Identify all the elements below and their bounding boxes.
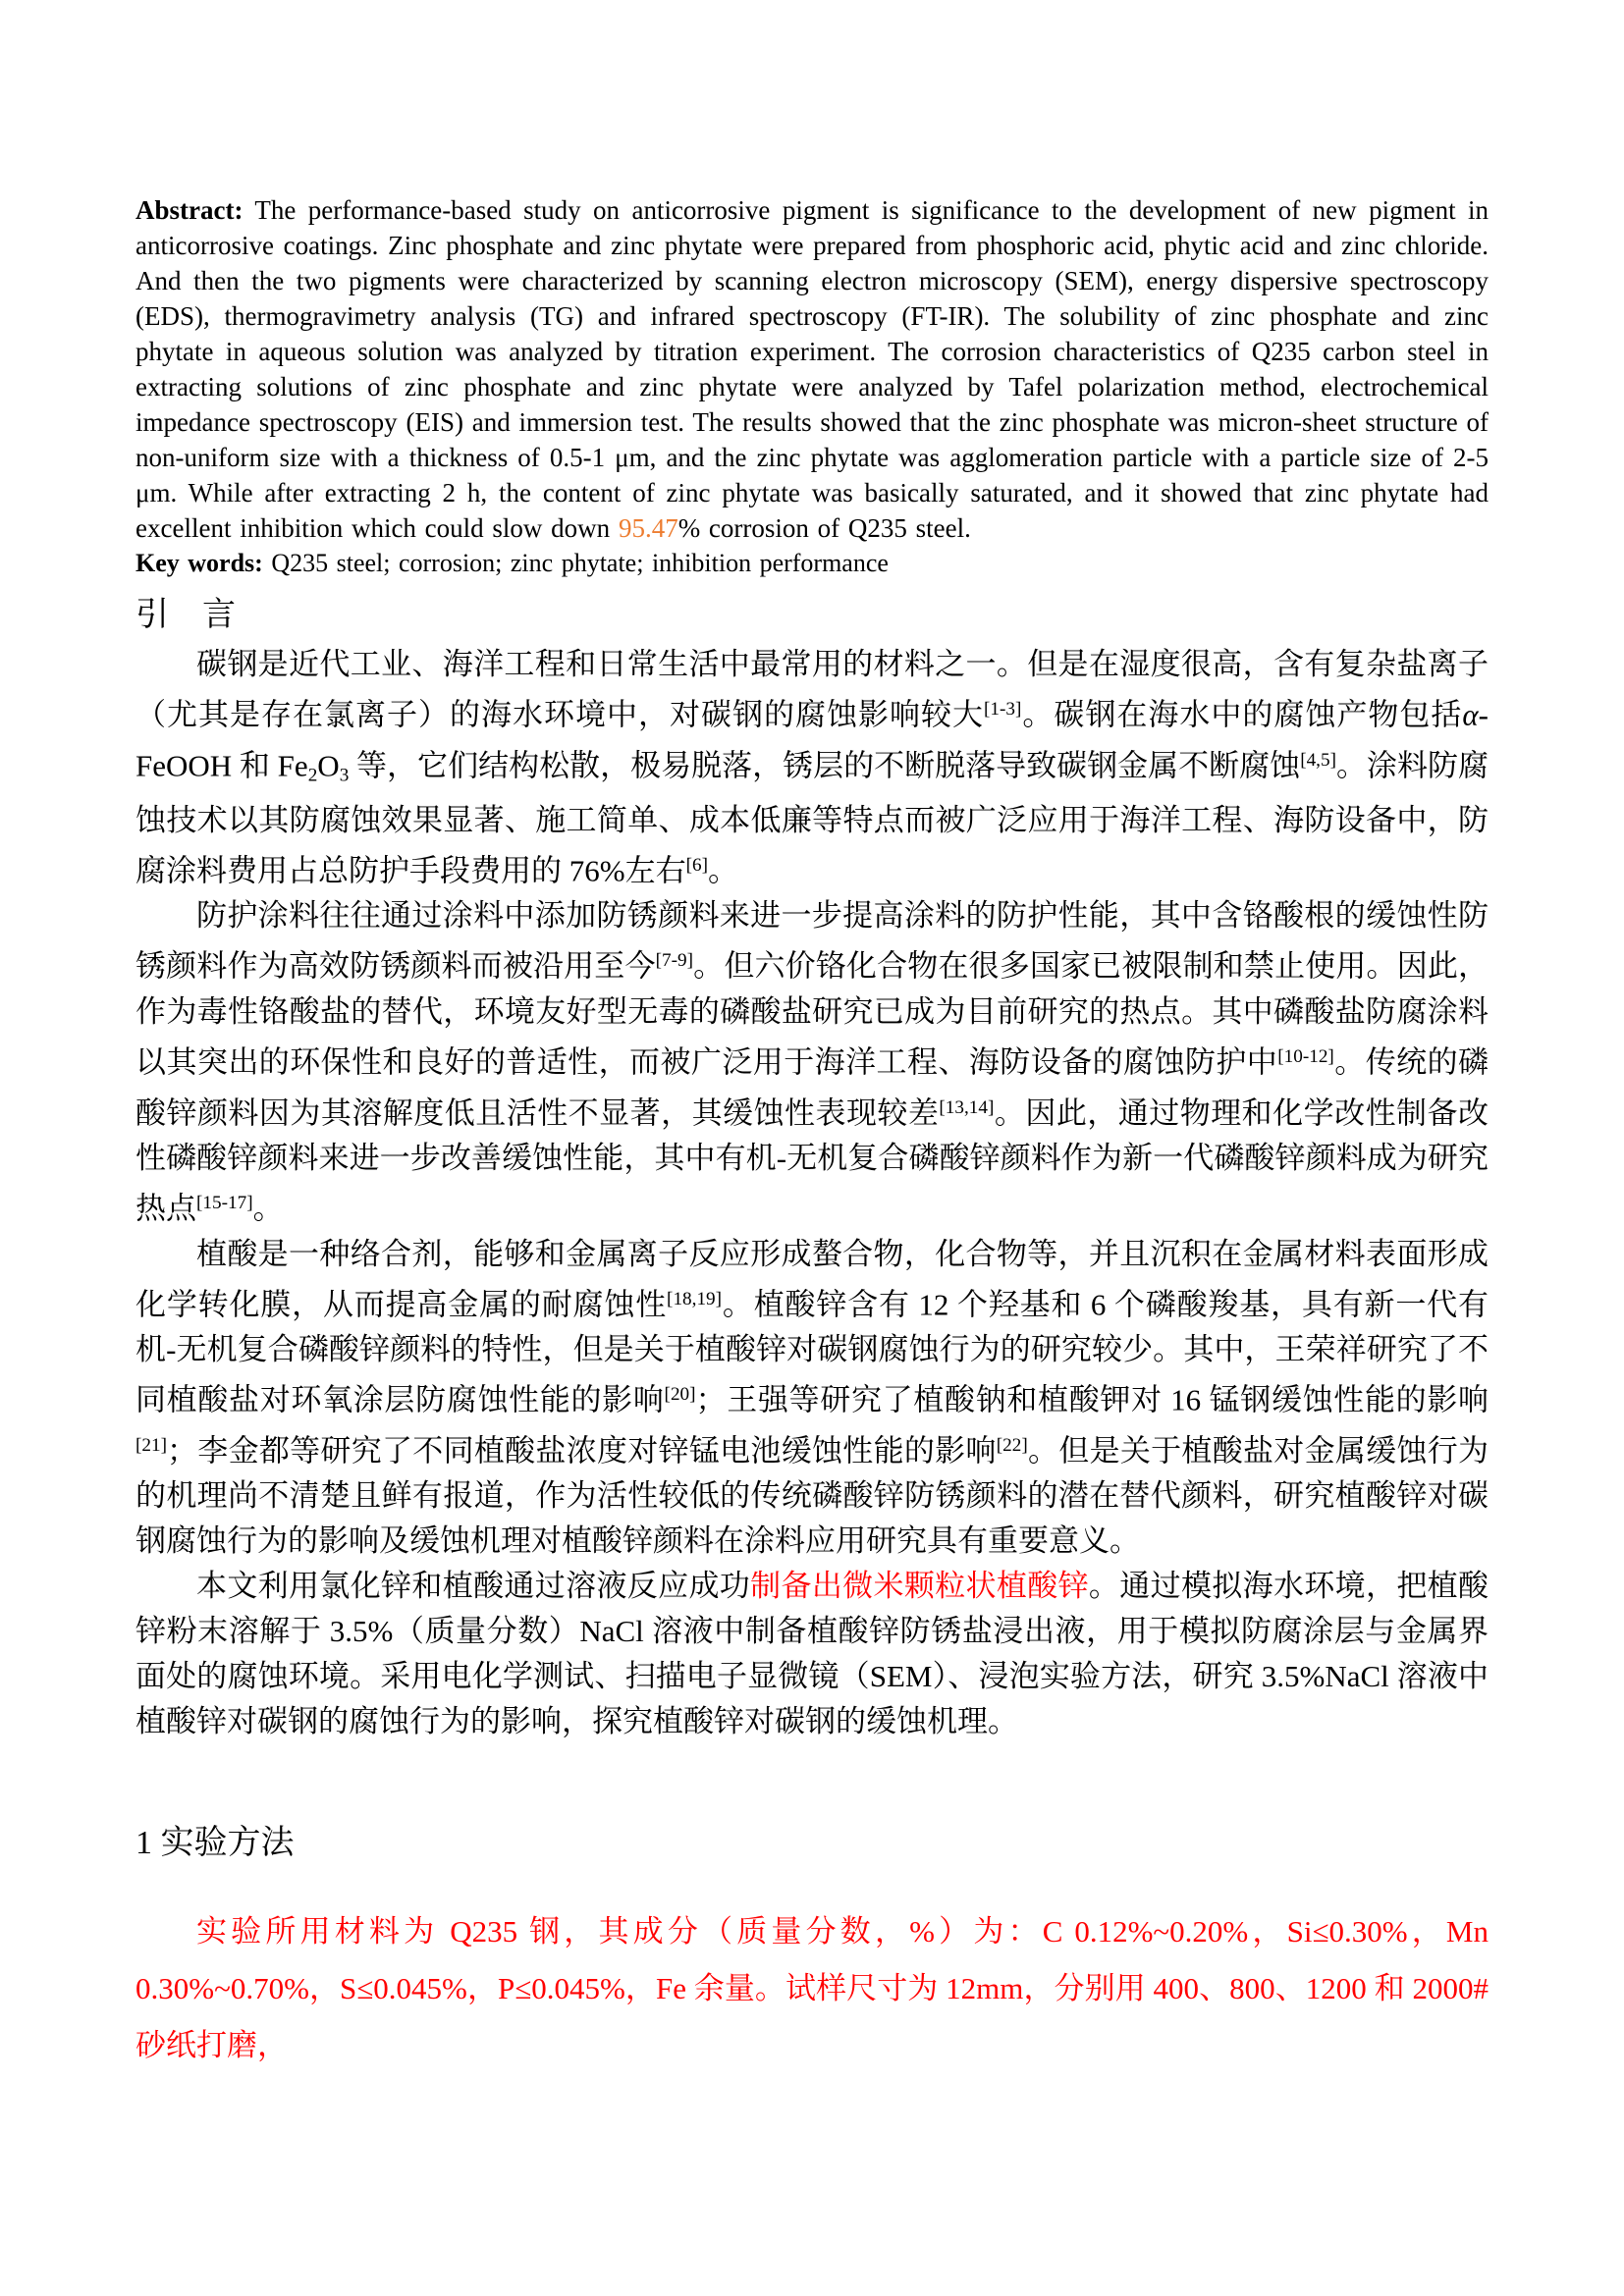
text-segment: % corrosion of Q235 steel. [677,513,971,543]
text-segment: ；王强等研究了植酸钠和植酸钾对 16 锰钢缓蚀性能的影响 [695,1382,1489,1417]
text-segment: 。植酸锌含有 12 个羟基和 6 个磷酸羧基，具有新一代有机-无机复合磷酸锌颜料的特性，但是关于植酸锌对碳钢腐蚀行为的研究较少。其中，王荣祥研究了不同植酸盐对环氧涂层防腐蚀性能的影响 [135,1287,1489,1417]
keywords-line [135,546,1489,581]
text-segment: 防护涂料往往通过涂料中添加防锈颜料来进一步提高涂料的防护性能，其中含铬酸根的缓蚀性防锈颜料作为高效防锈颜料而被沿用至今 [135,898,1489,985]
text-segment: O [317,748,340,783]
section-1-heading: 1 实验方法 [135,1825,295,1862]
text-segment-red: 制备出微米颗粒状植酸锌 [750,1569,1089,1604]
text-segment: ；李金都等研究了不同植酸盐浓度对锌锰电池缓蚀性能的影响 [167,1433,997,1468]
text-segment-sup: [4,5] [1300,749,1336,771]
text-segment-sup: [13,14] [939,1096,995,1118]
text-segment: 。涂料防腐蚀技术以其防腐蚀效果显著、施工简单、成本低廉等特点而被广泛应用于海洋工程、海防设备中，防腐涂料费用占总防护手段费用的 76%左右 [135,748,1489,888]
text-segment-orange: 95.47 [618,513,678,543]
text-segment: 本文利用氯化锌和植酸通过溶液反应成功 [196,1569,751,1604]
abstract-paragraph [135,192,1489,546]
text-segment: 碳钢是近代工业、海洋工程和日常生活中最常用的材料之一。但是在湿度很高，含有复杂盐离子（尤其是存在氯离子）的海水环境中，对碳钢的腐蚀影响较大 [135,647,1489,732]
intro-paragraph-4 [135,1564,1489,1744]
text-segment-sup: [7-9] [655,950,694,972]
text-segment: 。碳钢在海水中的腐蚀产物包括 [1021,697,1463,732]
text-segment-sub: 3 [339,764,350,785]
text-segment: 。但六价铬化合物在很多国家已被限制和禁止使用。因此，作为毒性铬酸盐的替代，环境友好型无毒的磷酸盐研究已成为目前研究的热点。其中磷酸盐防腐涂料以其突出的环保性和良好的普适性，而被广泛用于海洋工程、海防设备的腐蚀防护中 [135,949,1489,1080]
text-segment: 。传统的磷酸锌颜料因为其溶解度低且活性不显著，其缓蚀性表现较差 [135,1044,1489,1131]
intro-paragraph-2 [135,893,1489,1231]
text-segment-sup: [6] [685,854,708,876]
intro-paragraph-1 [135,642,1489,893]
text-segment: 。但是关于植酸盐对金属缓蚀行为的机理尚不清楚且鲜有报道，作为活性较低的传统磷酸锌防锈颜料的潜在替代颜料，研究植酸锌对碳钢腐蚀行为的影响及缓蚀机理对植酸锌颜料在涂料应用研究具有重要意义。 [135,1433,1489,1559]
text-segment: 植酸是一种络合剂，能够和金属离子反应形成螯合物，化合物等，并且沉积在金属材料表面形成化学转化膜，从而提高金属的耐腐蚀性 [135,1236,1489,1322]
text-segment-i: α [1462,697,1479,732]
text-segment: 。 [707,853,738,888]
text-segment-b: Abstract: [135,195,244,225]
experimental-method-paragraph [135,1903,1489,2074]
text-segment-sub: 2 [307,764,318,785]
text-segment: 。因此，通过物理和化学改性制备改性磷酸锌颜料来进一步改善缓蚀性能，其中有机-无机复合磷酸锌颜料作为新一代磷酸锌颜料成为研究热点 [135,1095,1489,1226]
text-segment-sup: [10-12] [1277,1046,1334,1068]
text-segment: 。通过模拟海水环境，把植酸锌粉末溶解于 3.5%（质量分数）NaCl 溶液中制备植酸锌防锈盐浸出液，用于模拟防腐涂层与金属界面处的腐蚀环境。采用电化学测试、扫描电子显微镜（SEM）、浸泡实验方法，研究 3.5%NaCl 溶液中植酸锌对碳钢的腐蚀行为的影响，探究植酸锌对碳钢的缓蚀机理。 [135,1569,1489,1739]
text-segment-sup: [21] [135,1434,167,1456]
text-segment-sup: [15-17] [196,1193,253,1214]
text-segment-red: 实验所用材料为 Q235 钢，其成分（质量分数，%）为：C 0.12%~0.20%，Si≤0.30%，Mn 0.30%~0.70%，S≤0.045%，P≤0.045%，Fe 余量。试样尺寸为 12mm，分别用 400、800、1200 和 2000#砂纸打磨， [135,1914,1489,2063]
text-segment: 等，它们结构松散，极易脱落，锈层的不断脱落导致碳钢金属不断腐蚀 [349,748,1301,783]
text-segment: The performance-based study on anticorrosive pigment is significance to the development of new pigment in anticorrosive coatings. Zinc phosphate and zinc phytate were prepared from phosphoric acid, phytic acid and zinc chloride. And then the two pigments were characterized by scanning electron microscopy (SEM), energy dispersive spectroscopy (EDS), thermogravimetry analysis (TG) and infrared spectroscopy (FT-IR). The solubility of zinc phosphate and zinc phytate in aqueous solution was analyzed by titration experiment. The corrosion characteristics of Q235 carbon steel in extracting solutions of zinc phosphate and zinc phytate were analyzed by Tafel polarization method, electrochemical impedance spectroscopy (EIS) and immersion test. The results showed that the zinc phosphate was micron-sheet structure of non-uniform size with a thickness of 0.5-1 μm, and the zinc phytate was agglomeration particle with a particle size of 2-5 μm. While after extracting 2 h, the content of zinc phytate was basically saturated, and it showed that zinc phytate had excellent inhibition which could slow down [135,195,1489,543]
text-segment: -FeOOH 和 Fe [135,697,1489,783]
text-segment-sup: [18,19] [667,1288,723,1309]
introduction-body [135,642,1489,1744]
intro-paragraph-3 [135,1232,1489,1565]
text-segment-b: Key words: [135,549,263,577]
text-segment-sup: [20] [664,1384,696,1406]
text-segment-sup: [1-3] [984,699,1022,720]
text-segment: Q235 steel; corrosion; zinc phytate; inhibition performance [262,549,889,577]
text-segment-sup: [22] [996,1434,1028,1456]
introduction-heading: 引 言 [135,597,236,633]
text-segment: 。 [252,1191,284,1226]
